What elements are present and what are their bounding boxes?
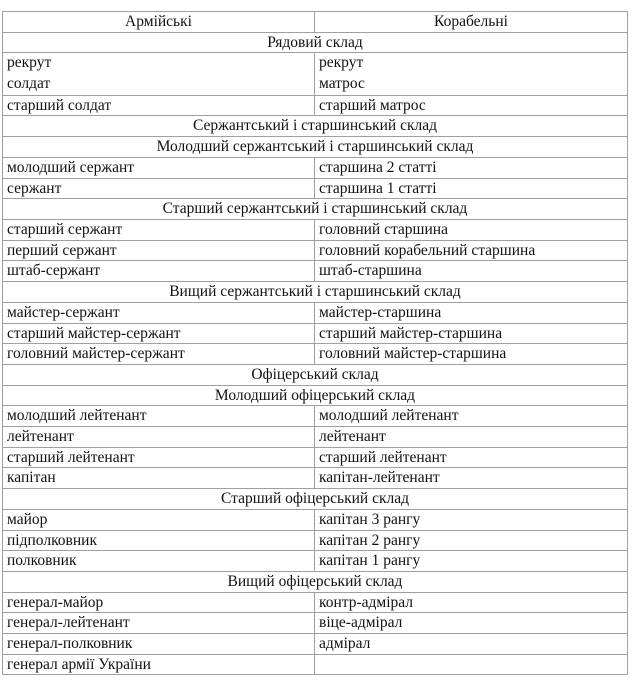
- rank-navy: контр-адмірал: [315, 592, 628, 613]
- rank-army: молодший сержант: [3, 157, 315, 178]
- table-row: [3, 654, 628, 675]
- table-row: [3, 468, 628, 489]
- section-title-rank-and-file: Рядовий склад: [3, 32, 628, 53]
- rank-navy: капітан 2 рангу: [315, 530, 628, 551]
- rank-army: сержант: [3, 178, 315, 199]
- subsection-title-senior-officers: Старший офіцерський склад: [3, 489, 628, 510]
- rank-navy: старшина 1 статті: [315, 178, 628, 199]
- subsection-row: [3, 489, 628, 510]
- section-title-officers: Офіцерський склад: [3, 364, 628, 385]
- table-row: [3, 344, 628, 365]
- rank-army: старший лейтенант: [3, 447, 315, 468]
- rank-army: перший сержант: [3, 240, 315, 261]
- rank-army: старший майстер-сержант: [3, 323, 315, 344]
- rank-navy: рекрут: [319, 54, 364, 72]
- rank-army: лейтенант: [3, 427, 315, 448]
- subsection-row: [3, 137, 628, 158]
- rank-navy: старший лейтенант: [315, 447, 628, 468]
- section-row: [3, 32, 628, 53]
- rank-army: старший сержант: [3, 220, 315, 241]
- rank-navy: старший майстер-старшина: [315, 323, 628, 344]
- table-row: [3, 406, 628, 427]
- subsection-title-higher-officers: Вищий офіцерський склад: [3, 571, 628, 592]
- rank-navy: матрос: [319, 75, 365, 93]
- rank-army: солдат: [7, 75, 51, 93]
- section-row: [3, 116, 628, 137]
- rank-army: головний майстер-сержант: [3, 344, 315, 365]
- table-row: [3, 157, 628, 178]
- rank-navy: адмірал: [315, 634, 628, 655]
- section-row: [3, 364, 628, 385]
- rank-army: рекрут: [7, 54, 52, 72]
- header-navy: Корабельні: [315, 12, 628, 33]
- table-row: [3, 551, 628, 572]
- rank-army: підполковник: [3, 530, 315, 551]
- rank-navy: молодший лейтенант: [315, 406, 628, 427]
- table-row: [3, 613, 628, 634]
- table-row: [3, 592, 628, 613]
- table-row: [3, 220, 628, 241]
- rank-navy: [315, 654, 628, 675]
- table-row: [3, 95, 628, 116]
- table-row: [3, 447, 628, 468]
- rank-navy: віце-адмірал: [315, 613, 628, 634]
- table-row: [3, 53, 628, 95]
- ranks-table: [2, 11, 628, 675]
- rank-navy: старший матрос: [315, 95, 628, 116]
- rank-navy: штаб-старшина: [315, 261, 628, 282]
- section-title-nco: Сержантський і старшинський склад: [3, 116, 628, 137]
- subsection-row: [3, 199, 628, 220]
- header-row: [3, 12, 628, 33]
- rank-army: майор: [3, 509, 315, 530]
- subsection-row: [3, 571, 628, 592]
- rank-navy: капітан 1 рангу: [315, 551, 628, 572]
- subsection-title-higher-nco: Вищий сержантський і старшинський склад: [3, 282, 628, 303]
- rank-army: полковник: [3, 551, 315, 572]
- subsection-title-junior-nco: Молодший сержантський і старшинський склад: [3, 137, 628, 158]
- rank-navy: лейтенант: [315, 427, 628, 448]
- subsection-row: [3, 385, 628, 406]
- rank-army: старший солдат: [3, 95, 315, 116]
- rank-army: генерал-майор: [3, 592, 315, 613]
- table-row: [3, 323, 628, 344]
- subsection-title-senior-nco: Старший сержантський і старшинський склад: [3, 199, 628, 220]
- table-row: [3, 178, 628, 199]
- rank-army: генерал-лейтенант: [3, 613, 315, 634]
- rank-army: молодший лейтенант: [3, 406, 315, 427]
- table-row: [3, 634, 628, 655]
- rank-army: капітан: [3, 468, 315, 489]
- table-row: [3, 302, 628, 323]
- table-row: [3, 261, 628, 282]
- rank-navy: капітан-лейтенант: [315, 468, 628, 489]
- rank-navy: головний корабельний старшина: [315, 240, 628, 261]
- rank-navy: капітан 3 рангу: [315, 509, 628, 530]
- rank-army: майстер-сержант: [3, 302, 315, 323]
- navy-cell: [315, 53, 628, 95]
- rank-army: генерал-полковник: [3, 634, 315, 655]
- table-row: [3, 530, 628, 551]
- rank-army: штаб-сержант: [3, 261, 315, 282]
- table-row: [3, 509, 628, 530]
- subsection-title-junior-officers: Молодший офіцерський склад: [3, 385, 628, 406]
- army-cell: [3, 53, 315, 95]
- header-army: Армійські: [3, 12, 315, 33]
- rank-army: генерал армії України: [3, 654, 315, 675]
- rank-navy: головний старшина: [315, 220, 628, 241]
- rank-navy: старшина 2 статті: [315, 157, 628, 178]
- rank-navy: головний майстер-старшина: [315, 344, 628, 365]
- table-row: [3, 240, 628, 261]
- subsection-row: [3, 282, 628, 303]
- table-row: [3, 427, 628, 448]
- rank-navy: майстер-старшина: [315, 302, 628, 323]
